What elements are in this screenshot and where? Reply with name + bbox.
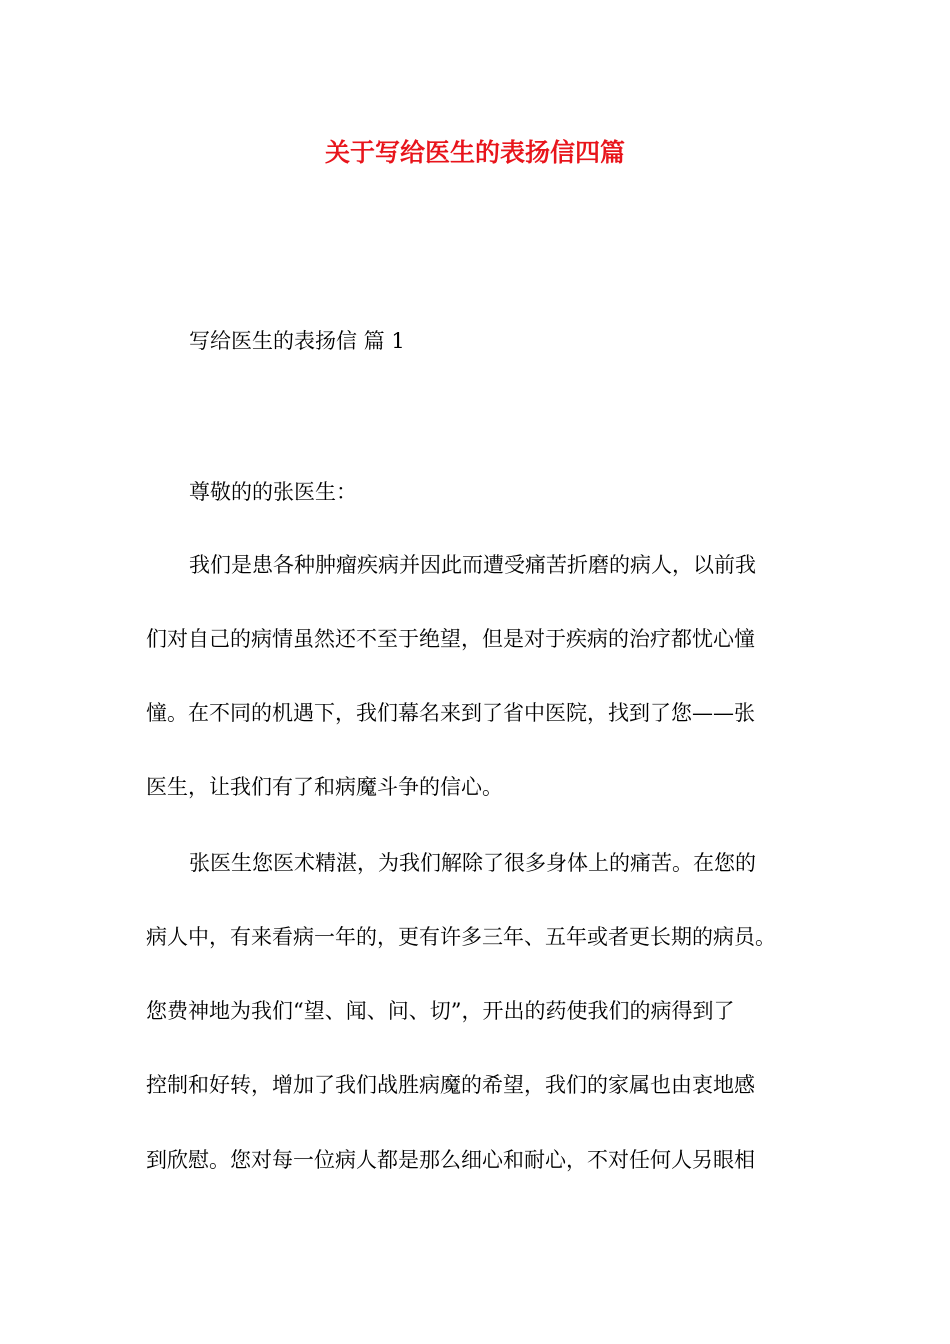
section-heading: 写给医生的表扬信 篇 1	[189, 329, 405, 353]
paragraph-2-line-4: 控制和好转，增加了我们战胜病魔的希望，我们的家属也由衷地感	[146, 1073, 755, 1097]
paragraph-1-line-1: 我们是患各种肿瘤疾病并因此而遭受痛苦折磨的病人，以前我	[189, 553, 756, 577]
paragraph-2-line-1: 张医生您医术精湛，为我们解除了很多身体上的痛苦。在您的	[189, 851, 756, 875]
document-title: 关于写给医生的表扬信四篇	[324, 138, 625, 167]
paragraph-1-line-2: 们对自己的病情虽然还不至于绝望，但是对于疾病的治疗都忧心憧	[146, 627, 755, 651]
paragraph-2-line-3: 您费神地为我们“望、闻、问、切”，开出的药使我们的病得到了	[146, 999, 735, 1023]
paragraph-1-line-4: 医生，让我们有了和病魔斗争的信心。	[146, 775, 503, 799]
paragraph-2-line-5: 到欣慰。您对每一位病人都是那么细心和耐心，不对任何人另眼相	[146, 1148, 755, 1172]
salutation: 尊敬的的张医生：	[189, 480, 357, 504]
paragraph-2-line-2: 病人中，有来看病一年的，更有许多三年、五年或者更长期的病员。	[146, 925, 776, 949]
paragraph-1-line-3: 憧。在不同的机遇下，我们幕名来到了省中医院，找到了您——张	[146, 701, 755, 725]
